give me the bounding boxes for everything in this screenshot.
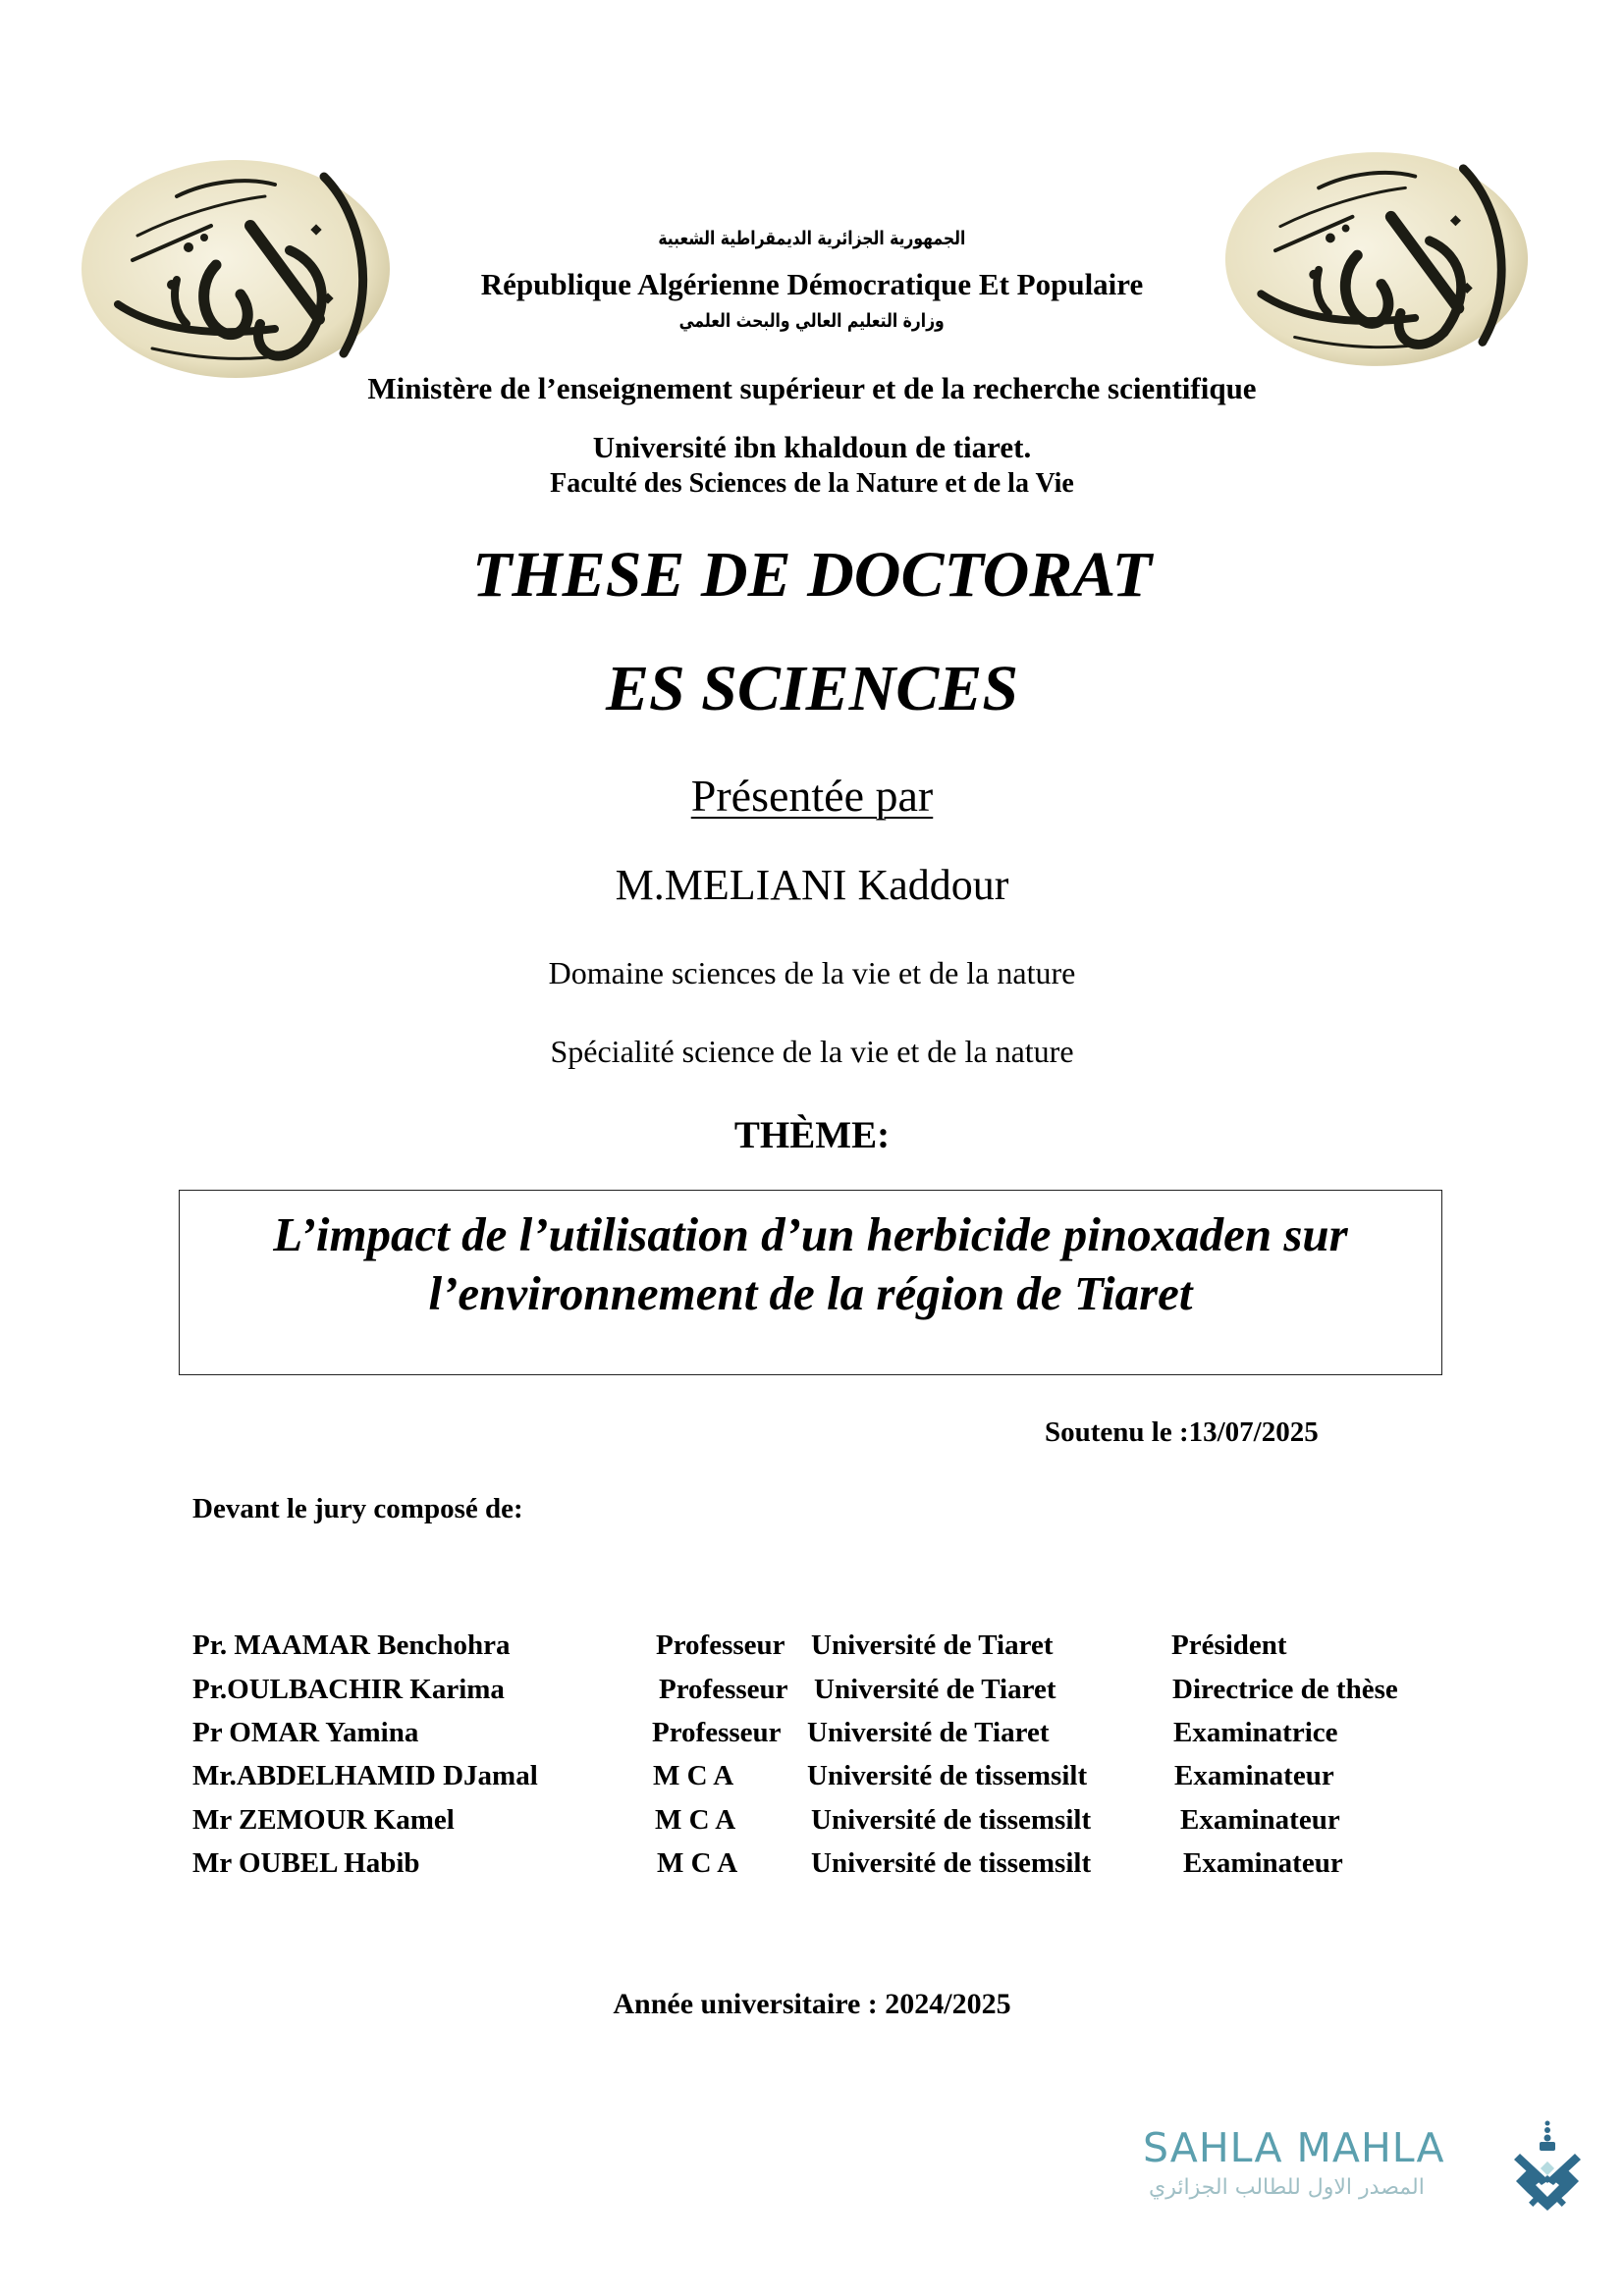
theme-box: [179, 1190, 1442, 1375]
jury-row: [0, 1804, 1624, 1843]
domain-line: [0, 955, 1624, 991]
arabic-ministry-text: وزارة التعليم العالي والبحث العلمي: [678, 310, 946, 332]
jury-member-role: Examinateur: [1183, 1847, 1343, 1879]
jury-member-role: Président: [1171, 1629, 1287, 1661]
jury-member-institution: Université de Tiaret: [811, 1629, 1054, 1661]
watermark-brand: SAHLA MAHLA: [1143, 2124, 1445, 2171]
republic-heading: [0, 267, 1624, 302]
jury-member-role: Examinateur: [1174, 1760, 1334, 1791]
ministry-text: Ministère de l’enseignement supérieur et de la recherche scientifique: [367, 371, 1257, 405]
jury-member-grade: Professeur: [659, 1674, 788, 1705]
republic-text: République Algérienne Démocratique Et Populaire: [480, 267, 1144, 301]
theme-title-line1: L’impact de l’utilisation d’un herbicide pinoxaden sur: [273, 1207, 1348, 1261]
presented-by-label: [0, 770, 1624, 822]
jury-member-role: Examinateur: [1180, 1804, 1340, 1836]
author-name: [0, 860, 1624, 910]
jury-row: [0, 1717, 1624, 1756]
jury-member-institution: Université de tissemsilt: [807, 1760, 1088, 1791]
jury-member-name: Mr ZEMOUR Kamel: [192, 1804, 455, 1836]
theme-title-line2: l’environnement de la région de Tiaret: [428, 1266, 1193, 1320]
jury-member-grade: M C A: [653, 1760, 734, 1791]
jury-member-role: Examinatrice: [1173, 1717, 1338, 1748]
jury-member-grade: M C A: [655, 1804, 736, 1836]
jury-member-name: Pr.OULBACHIR Karima: [192, 1674, 505, 1705]
thesis-title-text: THESE DE DOCTORAT: [472, 539, 1152, 611]
author-name-text: M.MELIANI Kaddour: [615, 861, 1009, 909]
jury-row: [0, 1760, 1624, 1799]
jury-member-role: Directrice de thèse: [1172, 1674, 1398, 1705]
defense-date: Soutenu le :13/07/2025: [1045, 1416, 1319, 1448]
university-name: [0, 430, 1624, 465]
jury-member-grade: M C A: [657, 1847, 738, 1879]
theme-label: [0, 1113, 1624, 1157]
jury-member-institution: Université de Tiaret: [814, 1674, 1056, 1705]
presented-by-text: Présentée par: [690, 771, 934, 821]
arabic-republic-text: الجمهورية الجزائرية الديمقراطية الشعبية: [658, 228, 966, 249]
academic-year: [0, 1988, 1624, 2021]
jury-member-institution: Université de tissemsilt: [811, 1847, 1092, 1879]
thesis-title-line2: [0, 652, 1624, 726]
university-logo-right: [1222, 149, 1531, 374]
jury-member-grade: Professeur: [652, 1717, 782, 1748]
watermark-tagline: المصدر الاول للطالب الجزائري: [1149, 2175, 1425, 2200]
jury-member-institution: Université de Tiaret: [807, 1717, 1050, 1748]
jury-row: [0, 1629, 1624, 1669]
jury-member-institution: Université de tissemsilt: [811, 1804, 1092, 1836]
speciality-line: [0, 1034, 1624, 1070]
faculty-text: Faculté des Sciences de la Nature et de la Vie: [550, 468, 1074, 499]
jury-member-name: Pr. MAAMAR Benchohra: [192, 1629, 511, 1661]
jury-heading: Devant le jury composé de:: [192, 1493, 523, 1524]
jury-member-name: Mr.ABDELHAMID DJamal: [192, 1760, 538, 1791]
university-text: Université ibn khaldoun de tiaret.: [592, 430, 1032, 464]
jury-row: [0, 1674, 1624, 1713]
jury-member-grade: Professeur: [656, 1629, 785, 1661]
arabic-ministry-heading: [0, 310, 1624, 332]
academic-year-text: Année universitaire : 2024/2025: [613, 1988, 1011, 2020]
sahla-mahla-watermark: [1129, 2120, 1581, 2218]
calligraphy-emblem-icon: [1222, 149, 1531, 369]
thesis-title-line1: [0, 538, 1624, 613]
ministry-heading: [0, 371, 1624, 406]
speciality-text: Spécialité science de la vie et de la nature: [550, 1034, 1074, 1069]
sahla-mahla-emblem-icon: [1512, 2120, 1583, 2218]
jury-member-name: Pr OMAR Yamina: [192, 1717, 419, 1748]
domain-text: Domaine sciences de la vie et de la nature: [548, 955, 1076, 990]
theme-label-text: THÈME:: [733, 1114, 891, 1156]
arabic-republic-heading: [0, 228, 1624, 249]
thesis-subtitle-text: ES SCIENCES: [605, 653, 1019, 724]
jury-row: [0, 1847, 1624, 1887]
jury-member-name: Mr OUBEL Habib: [192, 1847, 420, 1879]
faculty-name: [0, 468, 1624, 500]
